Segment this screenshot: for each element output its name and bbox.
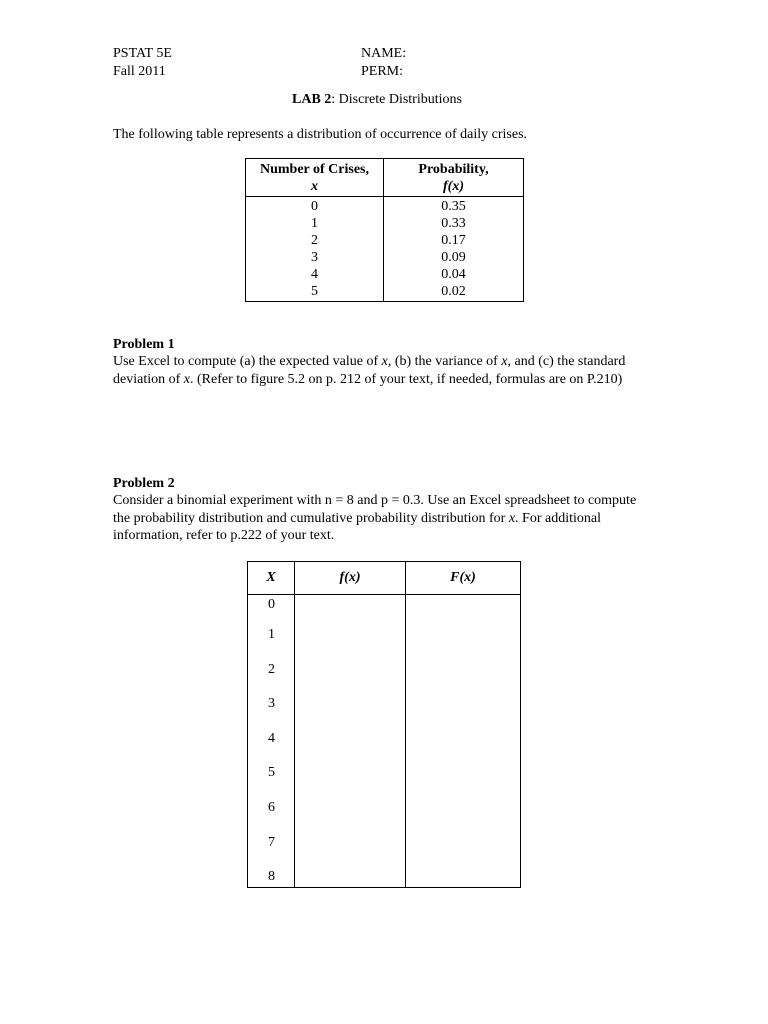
cdf-cell bbox=[406, 696, 521, 731]
table-row: 8 bbox=[248, 869, 521, 888]
fx-cell bbox=[295, 835, 406, 870]
col-header-fx: f(x) bbox=[295, 562, 406, 595]
problem2-heading: Problem 2 bbox=[113, 476, 175, 491]
table-row: 4 0.04 bbox=[246, 266, 524, 283]
problem2-text: Consider a binomial experiment with n = 8 and p = 0.3. Use an Excel spreadsheet to compute the probability distribution and cumulative probability distribution for x. For additional information, refer to p.222 of your text. bbox=[113, 493, 637, 543]
table-row: 3 bbox=[248, 696, 521, 731]
table-row: 2 bbox=[248, 662, 521, 697]
table-row: 0 0.35 bbox=[246, 197, 524, 216]
fx-cell bbox=[295, 662, 406, 697]
table-header-row bbox=[248, 562, 521, 595]
table-row: 0 bbox=[248, 595, 521, 628]
cdf-cell bbox=[406, 662, 521, 697]
fx-cell bbox=[295, 595, 406, 628]
problem1-text: Use Excel to compute (a) the expected value of x, (b) the variance of x, and (c) the standard deviation of x. (Refer to figure 5.2 on p. 212 of your text, if needed, formulas are on P.210) bbox=[113, 354, 626, 387]
lab-number: LAB 2 bbox=[292, 92, 332, 107]
fx-cell bbox=[295, 869, 406, 888]
table-row: 5 bbox=[248, 765, 521, 800]
course-code: PSTAT 5E bbox=[113, 46, 172, 61]
cdf-cell bbox=[406, 835, 521, 870]
table-row: 5 0.02 bbox=[246, 283, 524, 302]
table-header-row bbox=[246, 159, 524, 197]
table-row: 6 bbox=[248, 800, 521, 835]
fx-cell bbox=[295, 765, 406, 800]
cdf-cell bbox=[406, 595, 521, 628]
cdf-cell bbox=[406, 800, 521, 835]
name-label: NAME: bbox=[361, 46, 407, 61]
table-row: 2 0.17 bbox=[246, 232, 524, 249]
crises-distribution-table bbox=[245, 158, 524, 302]
fx-cell bbox=[295, 731, 406, 766]
cdf-cell bbox=[406, 627, 521, 662]
fx-cell bbox=[295, 800, 406, 835]
table-row: 1 0.33 bbox=[246, 215, 524, 232]
table-row: 1 bbox=[248, 627, 521, 662]
page-title bbox=[292, 91, 462, 108]
col-header-x: X bbox=[248, 562, 295, 595]
term: Fall 2011 bbox=[113, 64, 166, 79]
cdf-cell bbox=[406, 765, 521, 800]
cdf-cell bbox=[406, 869, 521, 888]
fx-cell bbox=[295, 696, 406, 731]
table-row: 4 bbox=[248, 731, 521, 766]
col-header-crises: Number of Crises, x bbox=[246, 159, 384, 197]
binomial-distribution-table bbox=[247, 561, 521, 888]
col-header-probability: Probability, f(x) bbox=[384, 159, 524, 197]
lab-title: : Discrete Distributions bbox=[331, 92, 462, 107]
perm-label: PERM: bbox=[361, 64, 404, 79]
fx-cell bbox=[295, 627, 406, 662]
intro-text: The following table represents a distribution of occurrence of daily crises. bbox=[113, 127, 528, 142]
table-row: 7 bbox=[248, 835, 521, 870]
table-row: 3 0.09 bbox=[246, 249, 524, 266]
col-header-cdf: F(x) bbox=[406, 562, 521, 595]
problem1-heading: Problem 1 bbox=[113, 337, 175, 352]
cdf-cell bbox=[406, 731, 521, 766]
